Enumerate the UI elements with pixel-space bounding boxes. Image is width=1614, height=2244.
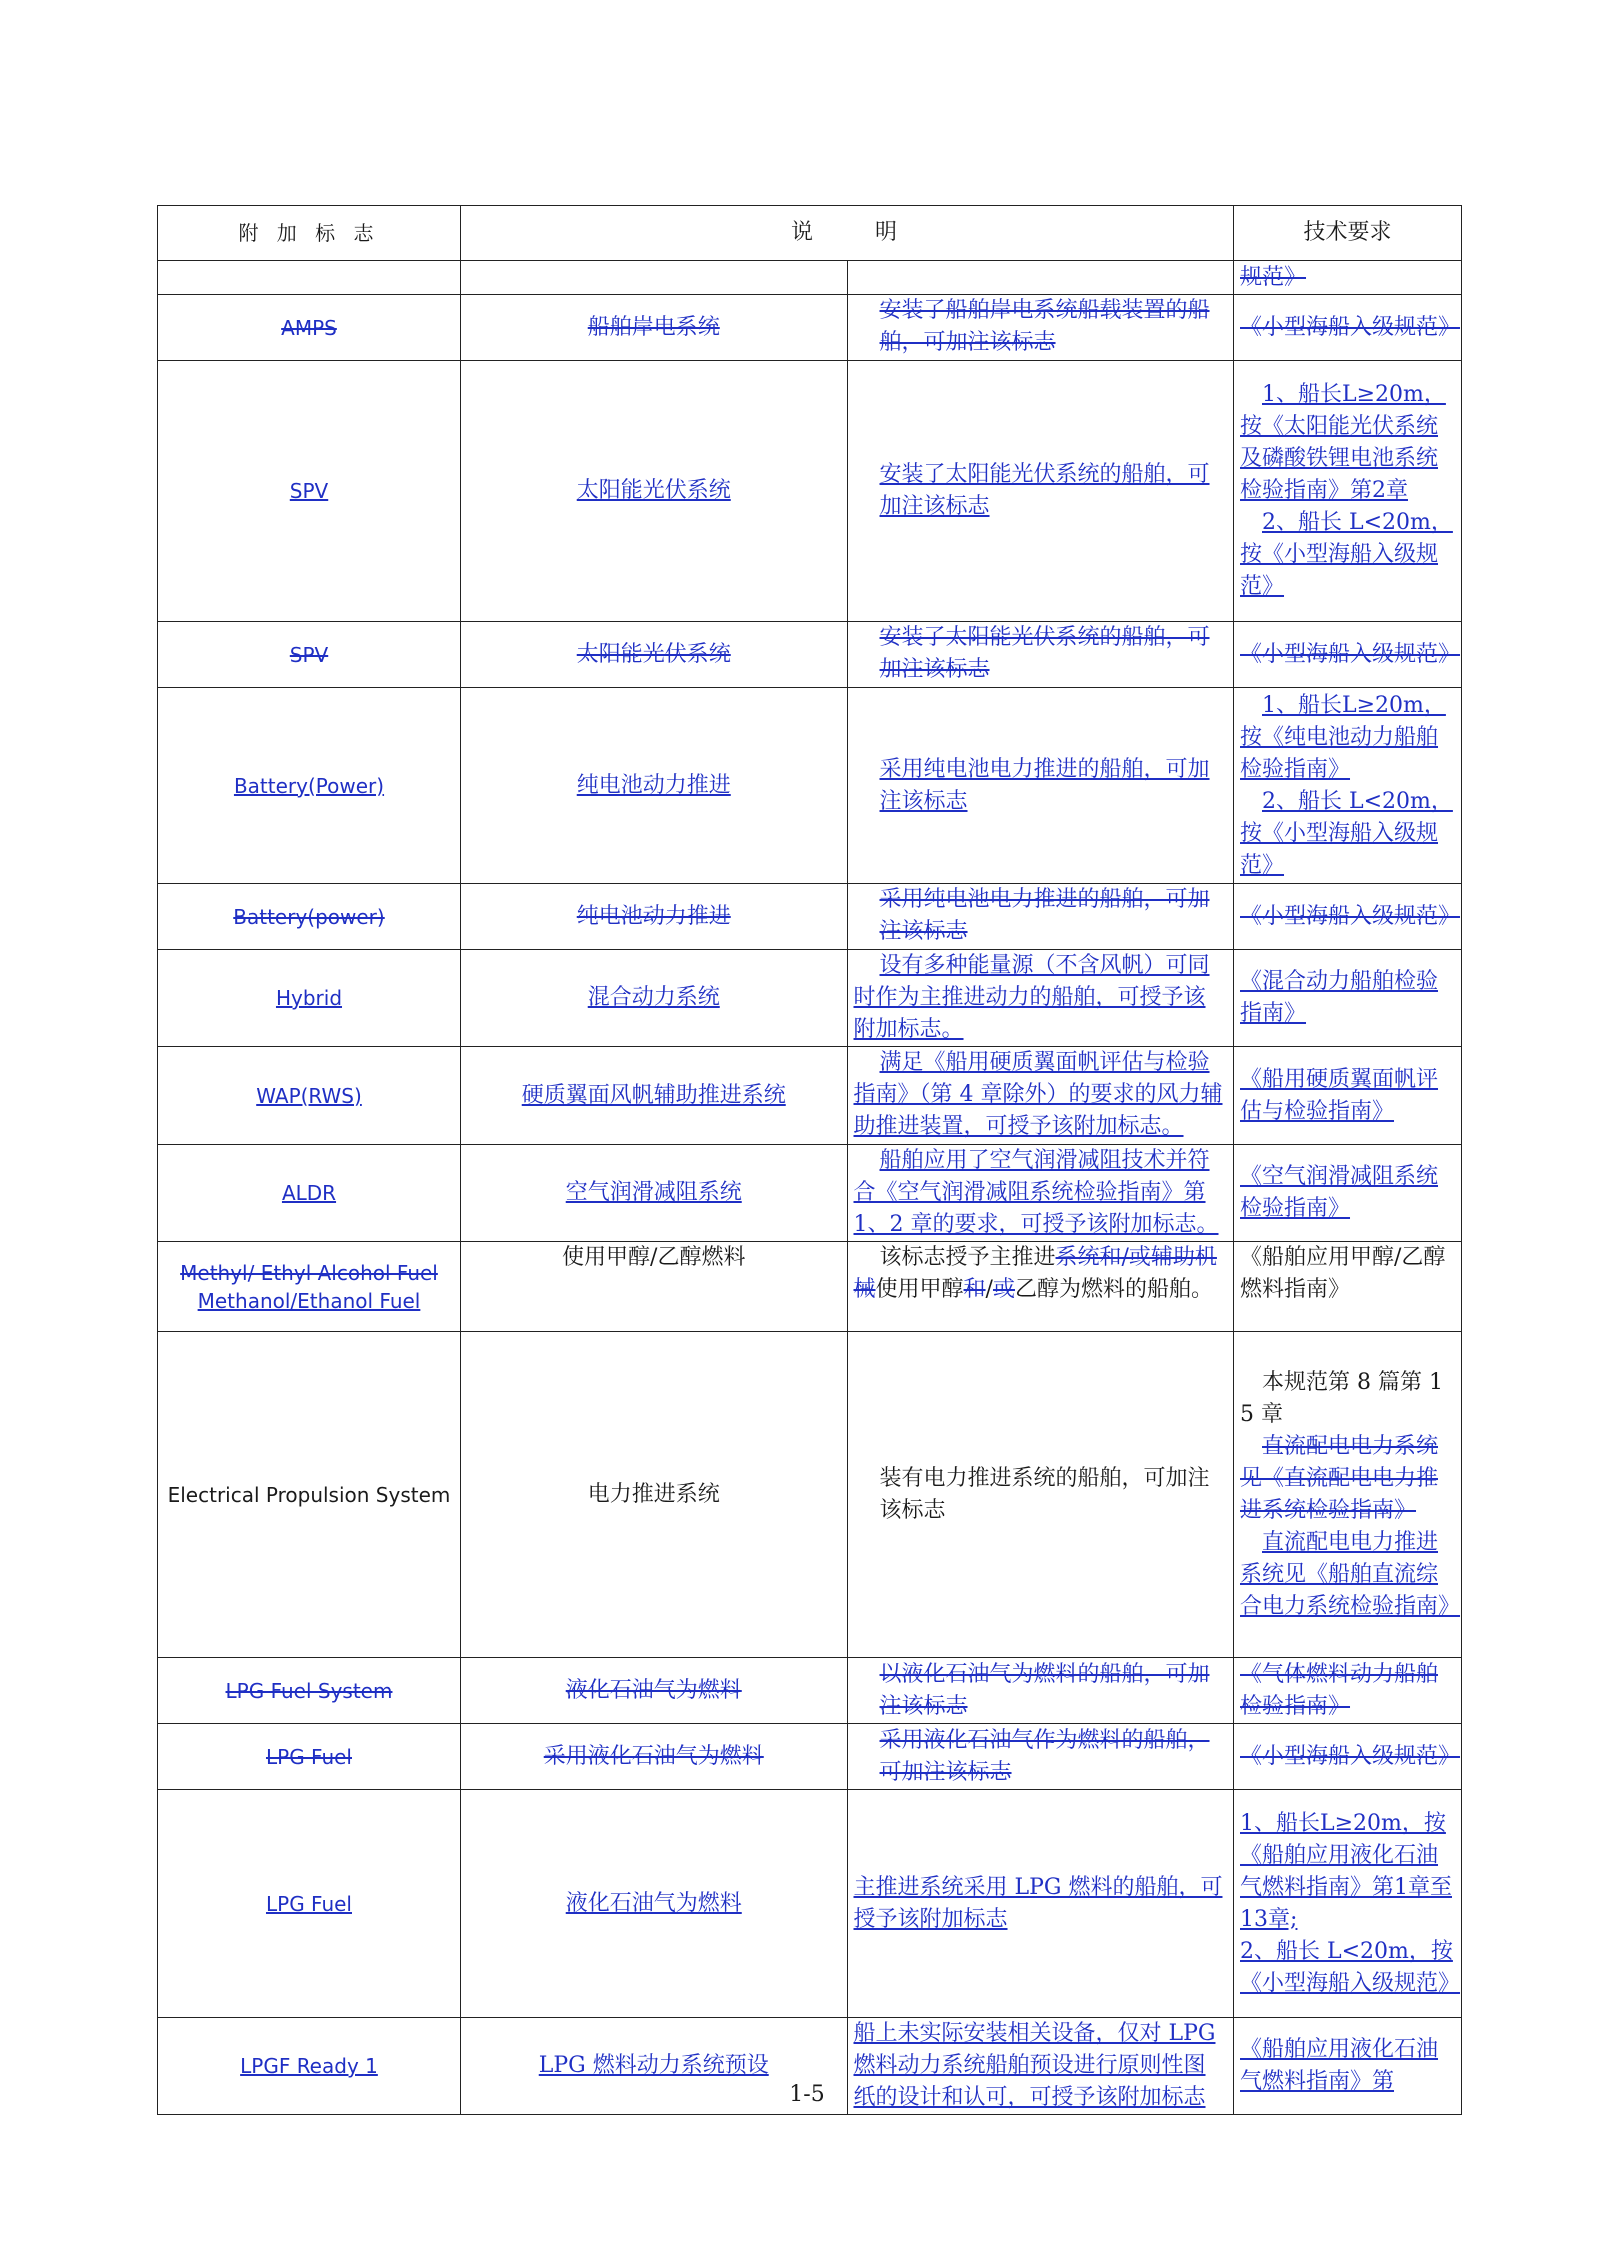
name-text: 混合动力系统: [587, 985, 720, 1010]
requirement-text: 规范》: [1240, 264, 1307, 290]
name-cell: [461, 950, 848, 1047]
header-description: 说 明: [461, 206, 1234, 261]
notation-text: Battery(power): [233, 904, 385, 929]
notation-text: LPGF Ready 1: [240, 2054, 378, 2078]
description-text: 采用纯电池电力推进的船舶，可加注该标志: [879, 887, 1210, 944]
description-cell: [847, 1332, 1234, 1658]
table-row: [158, 1047, 1462, 1145]
description-text: 采用纯电池电力推进的船舶，可加注该标志: [879, 756, 1210, 814]
requirement-cell: [1234, 1332, 1462, 1658]
requirement-text: 《小型海船入级规范》: [1240, 641, 1461, 667]
description-cell: [847, 884, 1234, 950]
description-cell: [847, 1145, 1234, 1242]
notation-text: SPV: [289, 642, 329, 667]
notation-cell: [158, 1242, 461, 1332]
notation-text: Hybrid: [275, 986, 343, 1010]
requirement-cell: [1234, 1047, 1462, 1145]
description-cell: [847, 622, 1234, 688]
requirement-cell: [1234, 1145, 1462, 1242]
requirement-text: 本规范第 8 篇第 15 章: [1240, 1369, 1443, 1427]
table-row: [158, 1332, 1462, 1658]
description-text: 该标志授予主推进: [879, 1245, 1056, 1270]
notation-cell: [158, 295, 461, 361]
requirement-text: 1、船长L≥20m，按《纯电池动力船舶检验指南》: [1240, 692, 1446, 782]
requirement-text: 《小型海船入级规范》: [1240, 1743, 1461, 1769]
requirement-cell: [1234, 688, 1462, 884]
notation-text: AMPS: [281, 315, 337, 340]
notation-text: Battery(Power): [233, 773, 385, 798]
description-text: 船舶应用了空气润滑减阻技术并符合《空气润滑减阻系统检验指南》第 1、2 章的要求，可授予该附加标志。: [853, 1148, 1219, 1237]
requirement-cell: [1234, 361, 1462, 622]
additional-notation-table: [157, 205, 1462, 2115]
name-cell: [461, 295, 848, 361]
name-cell: [461, 1145, 848, 1242]
name-cell: [461, 622, 848, 688]
description-text: 安装了船舶岸电系统船载装置的船舶，可加注该标志: [879, 298, 1210, 355]
requirement-text: 《空气润滑减阻系统检验指南》: [1240, 1164, 1439, 1221]
description-text: 乙醇为燃料的船舶。: [1014, 1277, 1213, 1302]
table-row: [158, 688, 1462, 884]
name-text: 采用液化石油气为燃料: [543, 1743, 764, 1769]
description-cell: [847, 1242, 1234, 1332]
requirement-cell: [1234, 1658, 1462, 1724]
description-cell: [847, 1658, 1234, 1724]
requirement-text: 《船舶应用甲醇/乙醇燃料指南》: [1240, 1245, 1446, 1302]
table-row: [158, 622, 1462, 688]
requirement-cell: [1234, 1242, 1462, 1332]
notation-text: LPG Fuel: [265, 1891, 352, 1916]
notation-text: WAP(RWS): [256, 1083, 362, 1108]
description-deleted-text: 系统和/或辅助机械: [853, 1245, 1217, 1302]
name-cell: [461, 1724, 848, 1790]
notation-text-deleted: Methyl/ Ethyl Alcohol Fuel: [180, 1260, 438, 1285]
description-cell: [847, 295, 1234, 361]
notation-text: SPV: [289, 479, 329, 503]
description-cell: [847, 688, 1234, 884]
description-text: 满足《船用硬质翼面帆评估与检验指南》（第 4 章除外）的要求的风力辅助推进装置，可授予该附加标志。: [853, 1050, 1223, 1139]
description-deleted-text: 和: [963, 1277, 986, 1302]
name-cell: [461, 884, 848, 950]
header-technical-requirements: 技术要求: [1234, 206, 1462, 261]
notation-cell: [158, 261, 461, 295]
name-text: 液化石油气为燃料: [565, 1890, 742, 1916]
notation-text: LPG Fuel: [265, 1744, 352, 1769]
description-text: 安装了太阳能光伏系统的船舶，可加注该标志: [879, 462, 1210, 519]
description-text: 采用液化石油气作为燃料的船舶，可加注该标志: [879, 1727, 1210, 1785]
notation-cell: [158, 950, 461, 1047]
name-cell: [461, 1047, 848, 1145]
requirement-text: 2、船长 L<20m，按《小型海船入级规范》: [1240, 1938, 1461, 1996]
name-text: 液化石油气为燃料: [565, 1677, 742, 1703]
description-cell: [847, 1724, 1234, 1790]
requirement-cell: [1234, 950, 1462, 1047]
notation-text-inserted: Methanol/Ethanol Fuel: [197, 1288, 421, 1313]
name-text: 纯电池动力推进: [576, 903, 731, 929]
name-cell: [461, 361, 848, 622]
requirement-inserted-text: 直流配电电力推进系统见《船舶直流综合电力系统检验指南》: [1240, 1529, 1461, 1619]
name-text: 船舶岸电系统: [587, 314, 720, 340]
requirement-cell: [1234, 884, 1462, 950]
notation-cell: [158, 688, 461, 884]
requirement-text: 《小型海船入级规范》: [1240, 314, 1461, 340]
name-text: 空气润滑减阻系统: [565, 1180, 742, 1205]
name-text: 电力推进系统: [587, 1481, 720, 1507]
requirement-text: 2、船长 L<20m，按《小型海船入级规范》: [1240, 788, 1453, 878]
description-text: 船上未实际安装相关设备，仅对 LPG 燃料动力系统船舶预设进行原则性图纸的设计和认可，可授予该附加标志: [853, 2021, 1216, 2110]
table-row: [158, 261, 1462, 295]
table-header-row: [158, 206, 1462, 261]
description-text: 主推进系统采用 LPG 燃料的船舶，可授予该附加标志: [853, 1874, 1223, 1932]
notation-cell: [158, 1790, 461, 2018]
requirement-deleted-text: 直流配电电力系统见《直流配电电力推进系统检验指南》: [1240, 1433, 1439, 1523]
requirement-text: 1、船长L≥20m，按《太阳能光伏系统及磷酸铁锂电池系统检验指南》第2章: [1240, 382, 1446, 503]
name-text: 使用甲醇/乙醇燃料: [562, 1245, 746, 1270]
page-number: 1-5: [789, 2082, 825, 2107]
description-text: 使用甲醇: [875, 1277, 964, 1302]
notation-cell: [158, 1724, 461, 1790]
name-cell: [461, 1242, 848, 1332]
table-row: [158, 1790, 1462, 2018]
name-cell: [461, 1332, 848, 1658]
name-cell: [461, 1790, 848, 2018]
requirement-cell: [1234, 622, 1462, 688]
name-text: 太阳能光伏系统: [576, 478, 731, 503]
description-cell: [847, 1790, 1234, 2018]
notation-text: LPG Fuel System: [225, 1678, 393, 1703]
description-text: /: [985, 1277, 993, 1302]
name-cell: [461, 688, 848, 884]
requirement-text: 《气体燃料动力船舶检验指南》: [1240, 1661, 1439, 1719]
description-cell: [847, 1047, 1234, 1145]
requirement-cell: [1234, 1790, 1462, 2018]
notation-text: ALDR: [281, 1181, 337, 1205]
notation-cell: [158, 1658, 461, 1724]
name-cell: [461, 1658, 848, 1724]
table-row: [158, 295, 1462, 361]
name-text: 纯电池动力推进: [576, 772, 731, 798]
name-cell: [461, 261, 848, 295]
requirement-text: 《船舶应用液化石油气燃料指南》第: [1240, 2037, 1439, 2094]
notation-cell: [158, 1047, 461, 1145]
notation-cell: [158, 1145, 461, 1242]
table-row: [158, 884, 1462, 950]
notation-text: Electrical Propulsion System: [167, 1482, 451, 1507]
requirement-text: 《船用硬质翼面帆评估与检验指南》: [1240, 1066, 1439, 1124]
description-text: 安装了太阳能光伏系统的船舶，可加注该标志: [879, 625, 1210, 682]
header-additional-notation: 附 加 标 志: [158, 206, 461, 261]
table-row: [158, 1658, 1462, 1724]
requirement-cell: [1234, 261, 1462, 295]
requirement-text: 《混合动力船舶检验指南》: [1240, 969, 1439, 1026]
description-text: 装有电力推进系统的船舶，可加注该标志: [879, 1465, 1210, 1523]
table-row: [158, 1242, 1462, 1332]
name-text: LPG 燃料动力系统预设: [538, 2053, 769, 2078]
description-text: 设有多种能量源（不含风帆）可同时作为主推进动力的船舶，可授予该附加标志。: [853, 953, 1210, 1042]
requirement-cell: [1234, 295, 1462, 361]
description-cell: [847, 950, 1234, 1047]
notation-cell: [158, 884, 461, 950]
description-deleted-text: 或: [992, 1277, 1015, 1302]
notation-cell: [158, 1332, 461, 1658]
description-text: 以液化石油气为燃料的船舶，可加注该标志: [879, 1661, 1210, 1719]
table-row: [158, 1724, 1462, 1790]
notation-cell: [158, 622, 461, 688]
table-row: [158, 1145, 1462, 1242]
requirement-text: 《小型海船入级规范》: [1240, 903, 1461, 929]
name-text: 硬质翼面风帆辅助推进系统: [521, 1082, 786, 1108]
description-cell: [847, 361, 1234, 622]
notation-cell: [158, 361, 461, 622]
name-text: 太阳能光伏系统: [576, 641, 731, 667]
requirement-cell: [1234, 1724, 1462, 1790]
table-row: [158, 950, 1462, 1047]
description-cell: [847, 261, 1234, 295]
requirement-text: 2、船长 L<20m，按《小型海船入级规范》: [1240, 510, 1453, 599]
table-row: [158, 361, 1462, 622]
requirement-text: 1、船长L≥20m，按《船舶应用液化石油气燃料指南》第1章至13章;: [1240, 1810, 1452, 1932]
